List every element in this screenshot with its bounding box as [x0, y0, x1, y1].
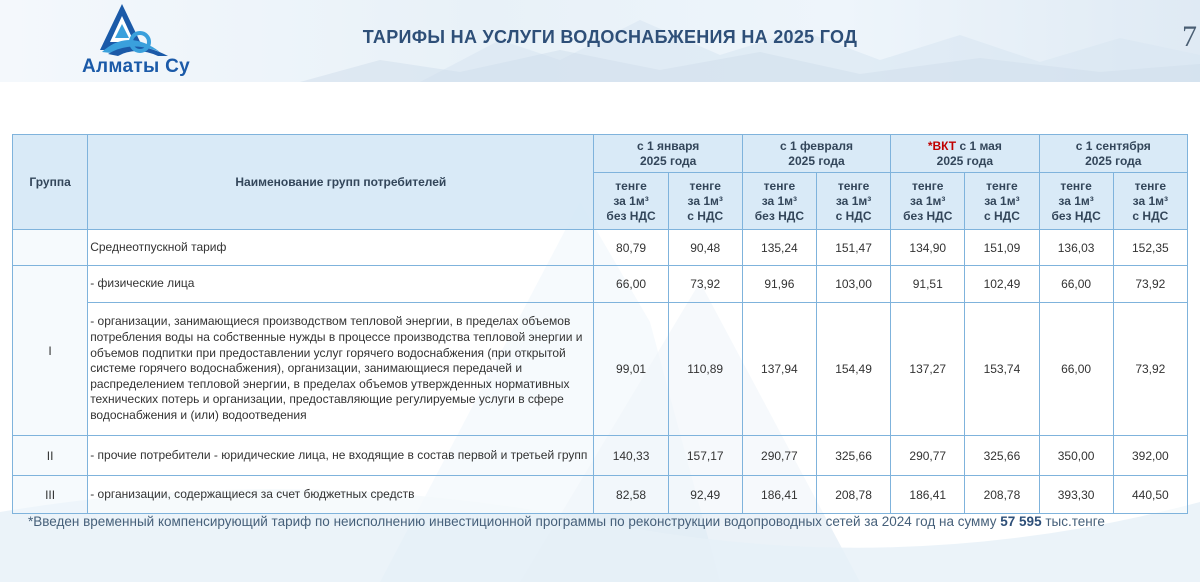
- tariff-value: 66,00: [594, 266, 668, 303]
- tariff-value: 134,90: [891, 230, 965, 266]
- period-label: с 1 февраля: [779, 138, 853, 153]
- tariff-value: 350,00: [1039, 436, 1113, 476]
- tariff-value: 152,35: [1113, 230, 1187, 266]
- tariff-value: 80,79: [594, 230, 668, 266]
- tariff-table: [12, 134, 1188, 514]
- group-cell: II: [13, 436, 88, 476]
- period-header-jan: [594, 135, 742, 173]
- tariff-value: 392,00: [1113, 436, 1187, 476]
- consumer-group-name: - организации, занимающиеся производством тепловой энергии, в пределах объемов потребления воды на собственные нужды в процессе производства тепловой энергии и объемов подпитки при предоставлении услуг горячего водоснабжения (при открытой системе горячего водоснабжения), организации, занимающиеся передачей и распределением тепловой энергии, в пределах объемов утвержденных нормативных технических потерь и организации, предоставляющие регулируемые услуги в сфере водоснабжения и (или) водоотведения: [88, 303, 594, 436]
- unit-header-no-vat: тенге за 1м³ без НДС: [1039, 173, 1113, 230]
- unit-header-no-vat: тенге за 1м³ без НДС: [742, 173, 816, 230]
- period-label: с 1 января: [636, 138, 700, 153]
- tariff-value: 66,00: [1039, 303, 1113, 436]
- period-label: с 1 сентября: [1075, 138, 1151, 153]
- column-header-name: Наименование групп потребителей: [88, 135, 594, 230]
- logo-text: Алматы Су: [82, 56, 190, 77]
- consumer-group-name: Среднеотпускной тариф: [88, 230, 594, 266]
- period-year: 2025 года: [936, 153, 993, 168]
- tariff-value: 110,89: [668, 303, 742, 436]
- period-header-sep: [1039, 135, 1187, 173]
- footnote: [28, 514, 1188, 529]
- consumer-group-name: - организации, содержащиеся за счет бюджетных средств: [88, 476, 594, 514]
- tariff-value: 102,49: [965, 266, 1039, 303]
- page-title: ТАРИФЫ НА УСЛУГИ ВОДОСНАБЖЕНИЯ НА 2025 ГОД: [362, 27, 858, 47]
- tariff-value: 208,78: [965, 476, 1039, 514]
- footnote-text: *Введен временный компенсирующий тариф по неисполнению инвестиционной программы по реконструкции водопроводных сетей за 2024 год на сумму: [28, 514, 1001, 529]
- page-number: 7: [1182, 20, 1197, 53]
- tariff-value: 73,92: [668, 266, 742, 303]
- group-cell: [13, 230, 88, 266]
- tariff-value: 151,47: [816, 230, 890, 266]
- column-header-group: Группа: [13, 135, 88, 230]
- tariff-value: 73,92: [1113, 266, 1187, 303]
- table-row-individuals: [13, 266, 1188, 303]
- footnote-suffix: тыс.тенге: [1041, 514, 1105, 529]
- unit-header-with-vat: тенге за 1м³ с НДС: [816, 173, 890, 230]
- tariff-value: 157,17: [668, 436, 742, 476]
- unit-header-with-vat: тенге за 1м³ с НДС: [668, 173, 742, 230]
- unit-header-no-vat: тенге за 1м³ без НДС: [891, 173, 965, 230]
- tariff-value: 73,92: [1113, 303, 1187, 436]
- tariff-value: 91,51: [891, 266, 965, 303]
- period-header-may: [891, 135, 1039, 173]
- tariff-value: 186,41: [891, 476, 965, 514]
- tariff-value: 151,09: [965, 230, 1039, 266]
- period-year: 2025 года: [1085, 153, 1142, 168]
- tariff-value: 140,33: [594, 436, 668, 476]
- table-row-heat-organizations: [13, 303, 1188, 436]
- tariff-value: 92,49: [668, 476, 742, 514]
- tariff-value: 137,94: [742, 303, 816, 436]
- table-row-other-legal-entities: [13, 436, 1188, 476]
- tariff-value: 325,66: [816, 436, 890, 476]
- footnote-amount: 57 595: [1000, 514, 1042, 529]
- group-cell: I: [13, 266, 88, 436]
- consumer-group-name: - прочие потребители - юридические лица, не входящие в состав первой и третьей групп: [88, 436, 594, 476]
- tariff-value: 137,27: [891, 303, 965, 436]
- tariff-value: 66,00: [1039, 266, 1113, 303]
- tariff-value: 136,03: [1039, 230, 1113, 266]
- unit-header-with-vat: тенге за 1м³ с НДС: [1113, 173, 1187, 230]
- tariff-value: 103,00: [816, 266, 890, 303]
- period-header-feb: [742, 135, 890, 173]
- tariff-value: 91,96: [742, 266, 816, 303]
- consumer-group-name: - физические лица: [88, 266, 594, 303]
- tariff-value: 290,77: [891, 436, 965, 476]
- tariff-value: 290,77: [742, 436, 816, 476]
- tariff-value: 208,78: [816, 476, 890, 514]
- table-row-average-tariff: [13, 230, 1188, 266]
- tariff-value: 82,58: [594, 476, 668, 514]
- vkt-marker: *ВКТ: [927, 138, 957, 153]
- period-year: 2025 года: [788, 153, 845, 168]
- tariff-value: 325,66: [965, 436, 1039, 476]
- tariff-value: 135,24: [742, 230, 816, 266]
- period-year: 2025 года: [639, 153, 697, 168]
- table-row-budget-organizations: [13, 476, 1188, 514]
- group-cell: III: [13, 476, 88, 514]
- tariff-value: 99,01: [594, 303, 668, 436]
- unit-header-no-vat: тенге за 1м³ без НДС: [594, 173, 668, 230]
- tariff-value: 440,50: [1113, 476, 1187, 514]
- unit-header-with-vat: тенге за 1м³ с НДС: [965, 173, 1039, 230]
- tariff-value: 186,41: [742, 476, 816, 514]
- tariff-value: 153,74: [965, 303, 1039, 436]
- period-label: с 1 мая: [956, 138, 1002, 153]
- tariff-value: 393,30: [1039, 476, 1113, 514]
- tariff-value: 90,48: [668, 230, 742, 266]
- tariff-value: 154,49: [816, 303, 890, 436]
